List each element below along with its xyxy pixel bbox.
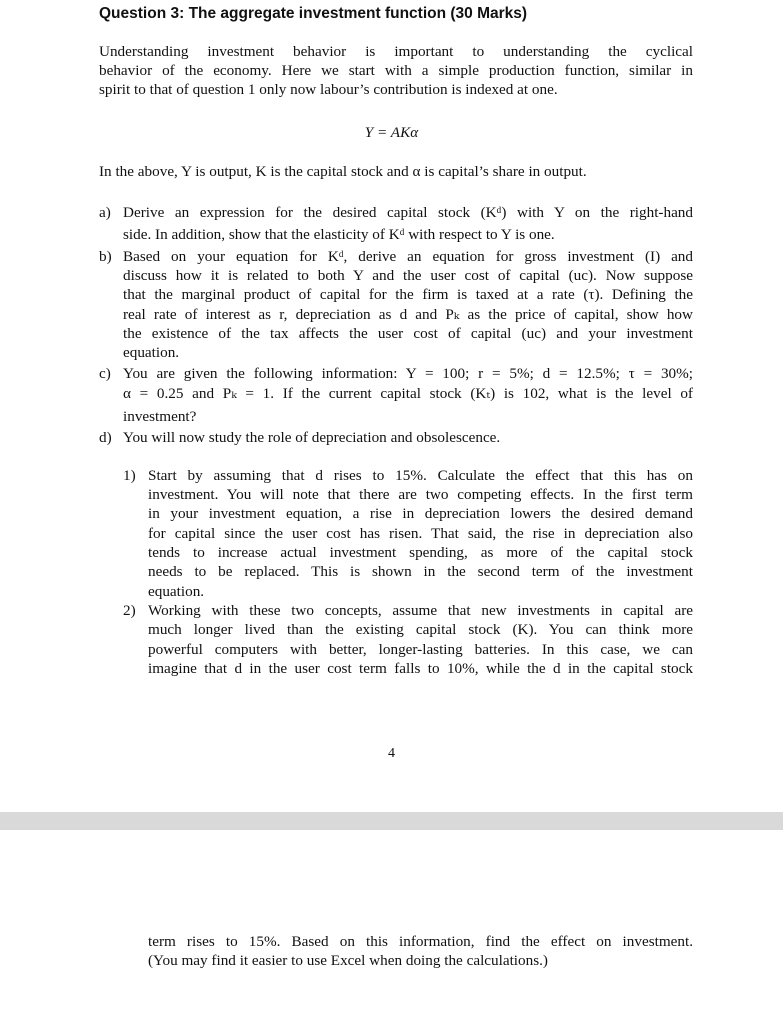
subitem-1-line: for capital since the user cost has risen. That said, the rise in depreciation also: [148, 525, 693, 542]
item-c-line: investment?: [123, 408, 197, 425]
subitem-2-line: powerful computers with better, longer-lasting batteries. In this case, we can: [148, 641, 693, 658]
subitem-1-line: Start by assuming that d rises to 15%. Calculate the effect that this has on: [148, 467, 693, 484]
item-c-marker: c): [99, 365, 111, 382]
item-d-marker: d): [99, 429, 112, 446]
subitem-2-line: imagine that d in the user cost term falls to 10%, while the d in the capital stock: [148, 660, 693, 677]
subitem-2-line: much longer lived than the existing capital stock (K). You can think more: [148, 621, 693, 638]
subitem-1-marker: 1): [123, 467, 136, 484]
item-d-line: You will now study the role of depreciation and obsolescence.: [123, 429, 501, 446]
subitem-2-marker: 2): [123, 602, 136, 619]
question-title: Question 3: The aggregate investment function (30 Marks): [99, 5, 528, 22]
production-function-formula: Y = AKα: [364, 124, 419, 141]
subitem-1-line: equation.: [148, 583, 205, 600]
page-number: 4: [388, 746, 395, 761]
item-b-line: real rate of interest as r, depreciation as d and Pₖ as the price of capital, show how: [123, 306, 693, 323]
item-b-line: discuss how it is related to both Y and the user cost of capital (uc). Now suppose: [123, 267, 693, 284]
item-b-marker: b): [99, 248, 112, 265]
subitem-1-line: in your investment equation, a rise in depreciation lowers the desired demand: [148, 505, 693, 522]
intro-line: behavior of the economy. Here we start with a simple production function, similar in: [99, 62, 693, 79]
page2-line: term rises to 15%. Based on this information, find the effect on investment.: [148, 933, 693, 950]
definition-text: In the above, Y is output, K is the capital stock and α is capital’s share in output.: [99, 163, 587, 180]
subitem-1-line: investment. You will note that there are two competing effects. In the first term: [148, 486, 693, 503]
item-a-line: Derive an expression for the desired capital stock (Kᵈ) with Y on the right-hand: [123, 204, 693, 221]
intro-line: Understanding investment behavior is important to understanding the cyclical: [99, 43, 693, 60]
item-b-line: the existence of the tax affects the user cost of capital (uc) and your investment: [123, 325, 693, 342]
item-b-line: that the marginal product of capital for the firm is taxed at a rate (τ). Defining the: [123, 286, 693, 303]
page-separator: [0, 812, 783, 830]
item-b-line: equation.: [123, 344, 180, 361]
item-a-line: side. In addition, show that the elasticity of Kᵈ with respect to Y is one.: [123, 226, 555, 243]
subitem-1-line: tends to increase actual investment spending, as more of the capital stock: [148, 544, 693, 561]
intro-line: spirit to that of question 1 only now labour’s contribution is indexed at one.: [99, 81, 558, 98]
item-a-marker: a): [99, 204, 111, 221]
item-b-line: Based on your equation for Kᵈ, derive an equation for gross investment (I) and: [123, 248, 693, 265]
subitem-2-line: Working with these two concepts, assume that new investments in capital are: [148, 602, 693, 619]
page-2: [0, 830, 783, 1024]
item-c-line: α = 0.25 and Pₖ = 1. If the current capital stock (Kₜ) is 102, what is the level of: [123, 385, 693, 402]
item-c-line: You are given the following information: Y = 100; r = 5%; d = 12.5%; τ = 30%;: [123, 365, 693, 382]
subitem-1-line: needs to be replaced. This is shown in the second term of the investment: [148, 563, 693, 580]
page2-line: (You may find it easier to use Excel when doing the calculations.): [148, 952, 548, 969]
